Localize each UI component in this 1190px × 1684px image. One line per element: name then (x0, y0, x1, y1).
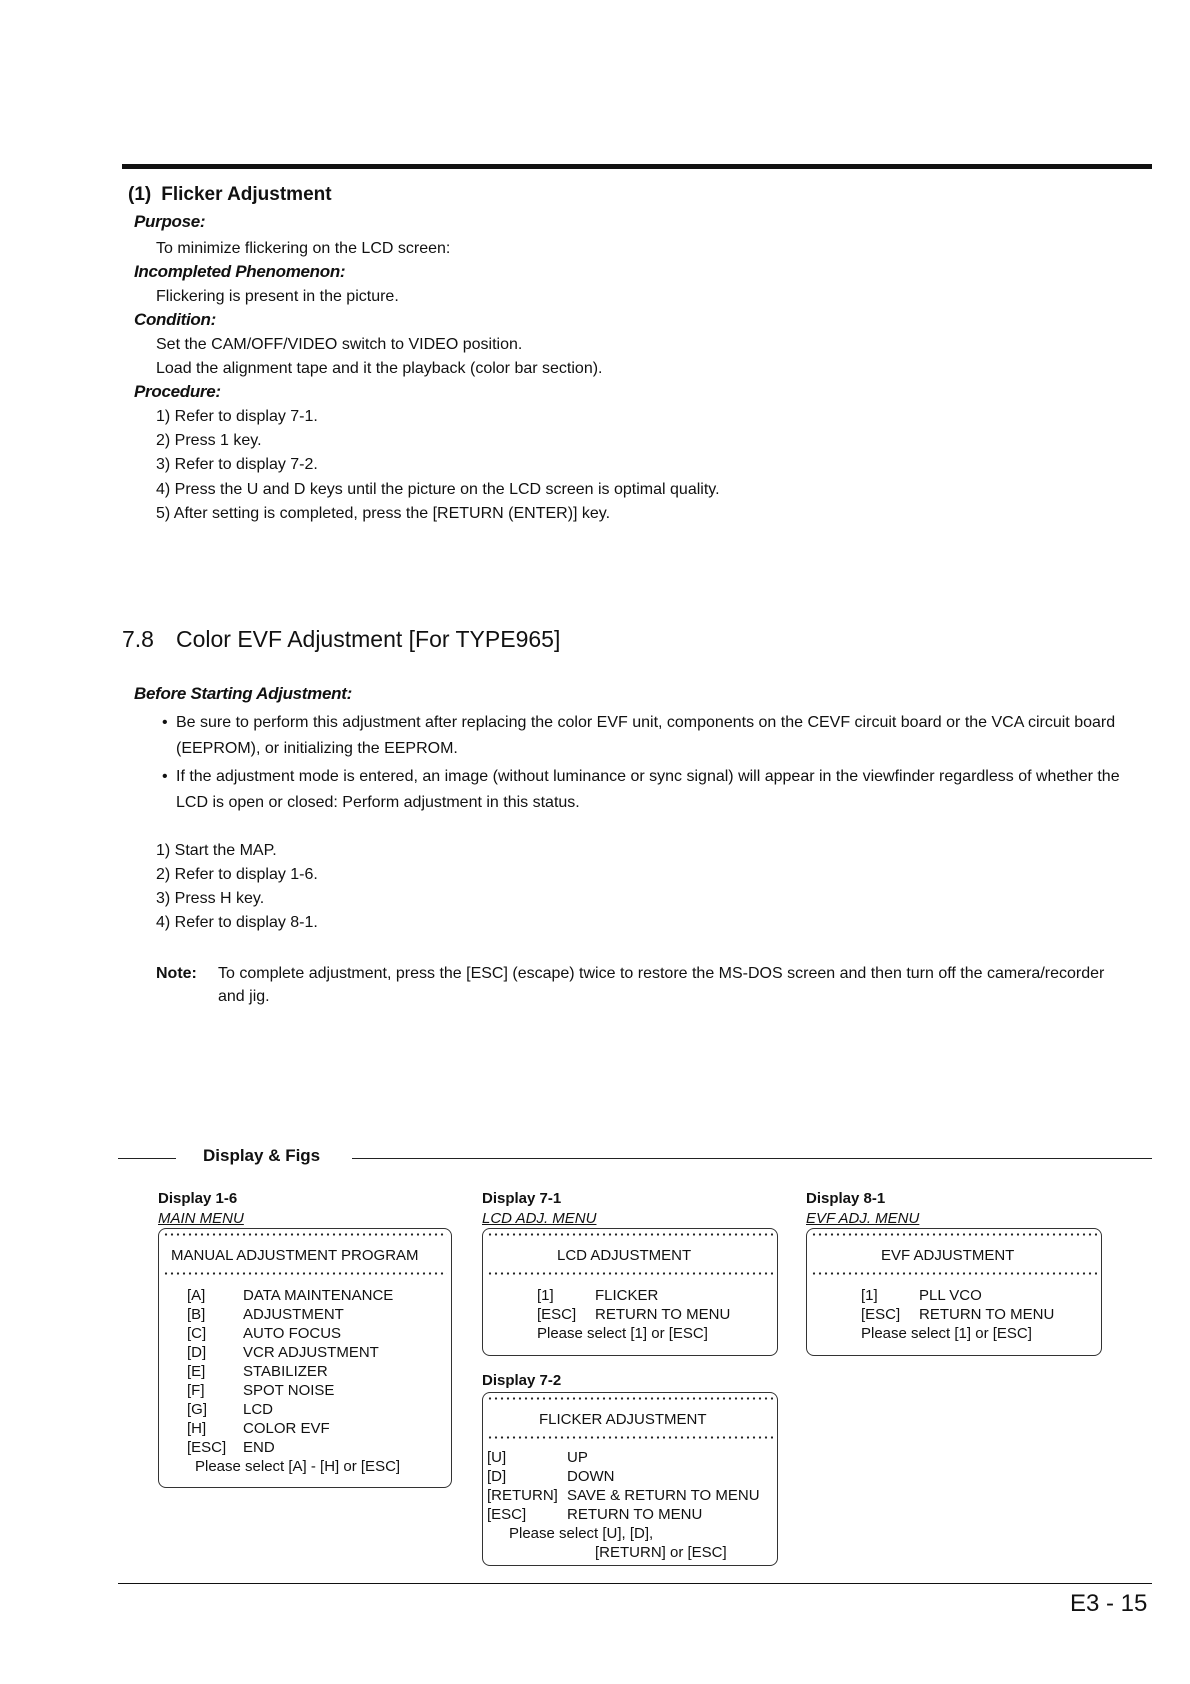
main-title: Color EVF Adjustment [For TYPE965] (175, 626, 561, 652)
display-heading: LCD ADJUSTMENT (557, 1247, 692, 1264)
display-7-2-box (482, 1392, 778, 1566)
menu-label: SPOT NOISE (243, 1382, 335, 1399)
display-prompt: Please select [1] or [ESC] (861, 1325, 1032, 1342)
menu-label: STABILIZER (243, 1363, 328, 1380)
star-divider (487, 1272, 773, 1275)
page-number: E3 - 15 (1070, 1590, 1148, 1617)
procedure-step: 1) Refer to display 7-1. (156, 408, 318, 425)
display-8-1-subtitle: EVF ADJ. MENU (806, 1210, 920, 1227)
display-prompt: [RETURN] or [ESC] (595, 1544, 727, 1561)
figs-rule-left (118, 1158, 176, 1159)
bullet-text: If the adjustment mode is entered, an image (without luminance or sync signal) will appear in the viewfinder regardless of whether the LCD is open or closed: Perform adjustment in this status. (176, 768, 1120, 811)
menu-key: [ESC] (861, 1306, 901, 1323)
star-divider (163, 1272, 447, 1275)
star-divider (811, 1272, 1097, 1275)
before-label: Before Starting Adjustment: (134, 684, 352, 703)
menu-label: COLOR EVF (243, 1420, 330, 1437)
menu-key: [H] (187, 1420, 207, 1437)
menu-key: [G] (187, 1401, 208, 1418)
main-step: 4) Refer to display 8-1. (156, 914, 318, 931)
main-step: 3) Press H key. (156, 890, 265, 907)
menu-key: [A] (187, 1287, 206, 1304)
star-divider (487, 1233, 773, 1236)
display-7-1-subtitle: LCD ADJ. MENU (482, 1210, 597, 1227)
menu-key: [C] (187, 1325, 207, 1342)
bullet-icon: • (162, 714, 168, 731)
note-text: To complete adjustment, press the [ESC] (escape) twice to restore the MS-DOS screen and then turn off the camera/recorder and jig. (218, 965, 1105, 1005)
display-8-1-box (806, 1228, 1102, 1356)
menu-label: UP (567, 1449, 588, 1466)
menu-key: [ESC] (487, 1506, 527, 1523)
purpose-text: To minimize flickering on the LCD screen: (156, 240, 451, 257)
display-heading: MANUAL ADJUSTMENT PROGRAM (171, 1247, 419, 1264)
display-prompt: Please select [A] - [H] or [ESC] (195, 1458, 401, 1475)
procedure-step: 5) After setting is completed, press the [RETURN (ENTER)] key. (156, 505, 611, 522)
menu-key: [ESC] (187, 1439, 227, 1456)
main-heading (122, 626, 560, 653)
top-rule (122, 164, 1152, 169)
figs-rule-right (352, 1158, 1152, 1159)
display-1-6-box (158, 1228, 452, 1488)
menu-label: PLL VCO (919, 1287, 982, 1304)
condition-line: Load the alignment tape and it the playback (color bar section). (156, 360, 603, 377)
menu-label: ADJUSTMENT (243, 1306, 344, 1323)
main-step: 2) Refer to display 1-6. (156, 866, 318, 883)
main-step: 1) Start the MAP. (156, 842, 277, 859)
display-prompt: Please select [U], [D], (509, 1525, 654, 1542)
menu-label: VCR ADJUSTMENT (243, 1344, 379, 1361)
display-heading: EVF ADJUSTMENT (881, 1247, 1015, 1264)
display-7-2-title: Display 7-2 (482, 1372, 562, 1389)
display-7-1-box (482, 1228, 778, 1356)
menu-label: DATA MAINTENANCE (243, 1287, 394, 1304)
section-title: Flicker Adjustment (161, 184, 332, 205)
condition-label: Condition: (134, 310, 216, 329)
display-1-6-subtitle: MAIN MENU (158, 1210, 244, 1227)
display-heading: FLICKER ADJUSTMENT (539, 1411, 707, 1428)
bullet-icon: • (162, 768, 168, 785)
figs-title: Display & Figs (203, 1146, 321, 1165)
menu-label: FLICKER (595, 1287, 659, 1304)
menu-key: [RETURN] (487, 1487, 558, 1504)
main-number: 7.8 (122, 626, 154, 652)
bullet-item (162, 710, 1142, 762)
display-prompt: Please select [1] or [ESC] (537, 1325, 708, 1342)
menu-label: RETURN TO MENU (595, 1306, 731, 1323)
star-divider (811, 1233, 1097, 1236)
star-divider (487, 1397, 773, 1400)
menu-key: [ESC] (537, 1306, 577, 1323)
menu-key: [1] (861, 1287, 878, 1304)
purpose-label: Purpose: (134, 212, 206, 231)
display-8-1-title: Display 8-1 (806, 1190, 886, 1207)
menu-label: RETURN TO MENU (567, 1506, 703, 1523)
star-divider (163, 1233, 447, 1236)
menu-key: [B] (187, 1306, 206, 1323)
menu-label: END (243, 1439, 275, 1456)
procedure-label: Procedure: (134, 382, 221, 401)
menu-label: AUTO FOCUS (243, 1325, 342, 1342)
bottom-rule (118, 1583, 1152, 1584)
incompleted-text: Flickering is present in the picture. (156, 288, 399, 305)
procedure-step: 2) Press 1 key. (156, 432, 262, 449)
section-number: (1) (128, 184, 152, 205)
condition-line: Set the CAM/OFF/VIDEO switch to VIDEO position. (156, 336, 523, 353)
section-heading (128, 184, 332, 206)
menu-key: [1] (537, 1287, 554, 1304)
note-label: Note: (156, 965, 197, 982)
display-1-6-title: Display 1-6 (158, 1190, 238, 1207)
menu-label: RETURN TO MENU (919, 1306, 1055, 1323)
incompleted-label: Incompleted Phenomenon: (134, 262, 346, 281)
menu-key: [F] (187, 1382, 205, 1399)
menu-label: LCD (243, 1401, 274, 1418)
menu-key: [E] (187, 1363, 206, 1380)
menu-key: [U] (487, 1449, 507, 1466)
star-divider (487, 1436, 773, 1439)
menu-label: DOWN (567, 1468, 615, 1485)
menu-key: [D] (187, 1344, 207, 1361)
bullet-item (162, 764, 1142, 816)
procedure-step: 4) Press the U and D keys until the picture on the LCD screen is optimal quality. (156, 481, 720, 498)
note (156, 962, 1106, 1012)
menu-key: [D] (487, 1468, 507, 1485)
menu-label: SAVE & RETURN TO MENU (567, 1487, 760, 1504)
procedure-step: 3) Refer to display 7-2. (156, 456, 318, 473)
display-7-1-title: Display 7-1 (482, 1190, 562, 1207)
bullet-text: Be sure to perform this adjustment after replacing the color EVF unit, components on the CEVF circuit board or the VCA circuit board (EEPROM), or initializing the EEPROM. (176, 714, 1116, 757)
